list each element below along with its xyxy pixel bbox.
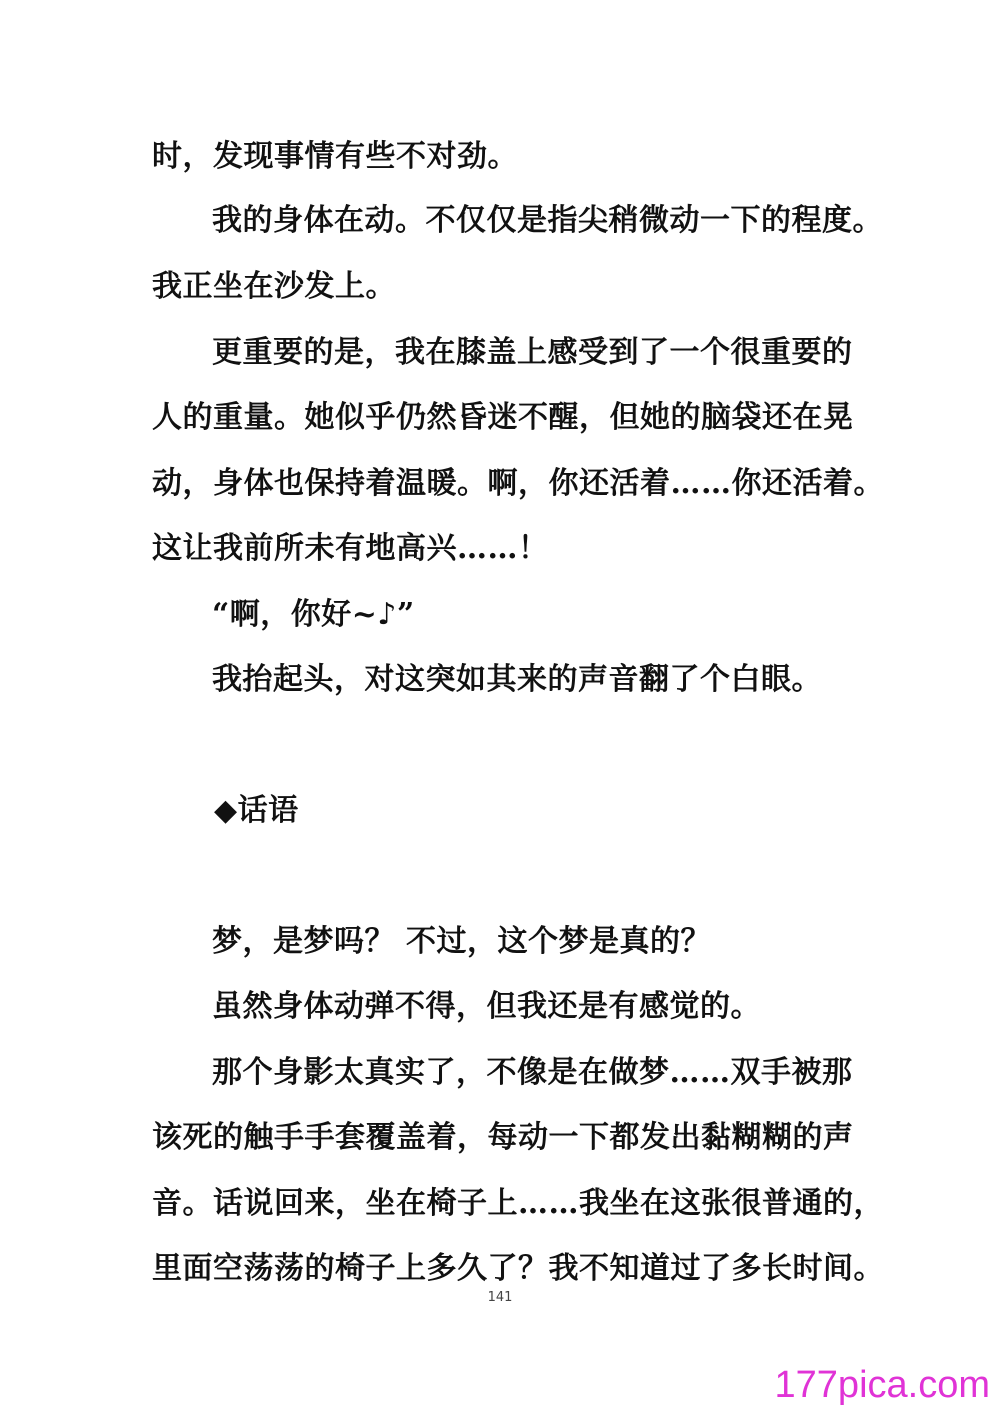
page-number: 141 [487, 1290, 513, 1305]
watermark: 177pica.com [774, 1364, 990, 1406]
text-line: 音。话说回来，坐在椅子上……我坐在这张很普通的， [152, 1186, 884, 1221]
text-line: 这让我前所未有地高兴……！ [152, 531, 549, 566]
paragraph-line: 我的身体在动。不仅仅是指尖稍微动一下的程度。 [212, 203, 883, 238]
text-line: 我正坐在沙发上。 [152, 269, 396, 304]
text-line: 里面空荡荡的椅子上多久了？我不知道过了多长时间。 [152, 1251, 884, 1286]
paragraph-line: 虽然身体动弹不得，但我还是有感觉的。 [212, 989, 761, 1024]
text-line: 该死的触手手套覆盖着，每动一下都发出黏糊糊的声 [152, 1120, 854, 1155]
paragraph-line: 我抬起头，对这突如其来的声音翻了个白眼。 [212, 662, 822, 697]
dialogue-line: “啊，你好~♪” [212, 597, 415, 632]
text-line: 动，身体也保持着温暖。啊，你还活着……你还活着。 [152, 466, 884, 501]
paragraph-line: 梦，是梦吗？ 不过，这个梦是真的？ [212, 924, 711, 959]
paragraph-line: 更重要的是，我在膝盖上感受到了一个很重要的 [212, 335, 853, 370]
text-line: 时，发现事情有些不对劲。 [152, 139, 518, 174]
section-heading: ◆话语 [214, 793, 299, 828]
text-line: 人的重量。她似乎仍然昏迷不醒，但她的脑袋还在晃 [152, 400, 854, 435]
paragraph-line: 那个身影太真实了，不像是在做梦……双手被那 [212, 1055, 853, 1090]
